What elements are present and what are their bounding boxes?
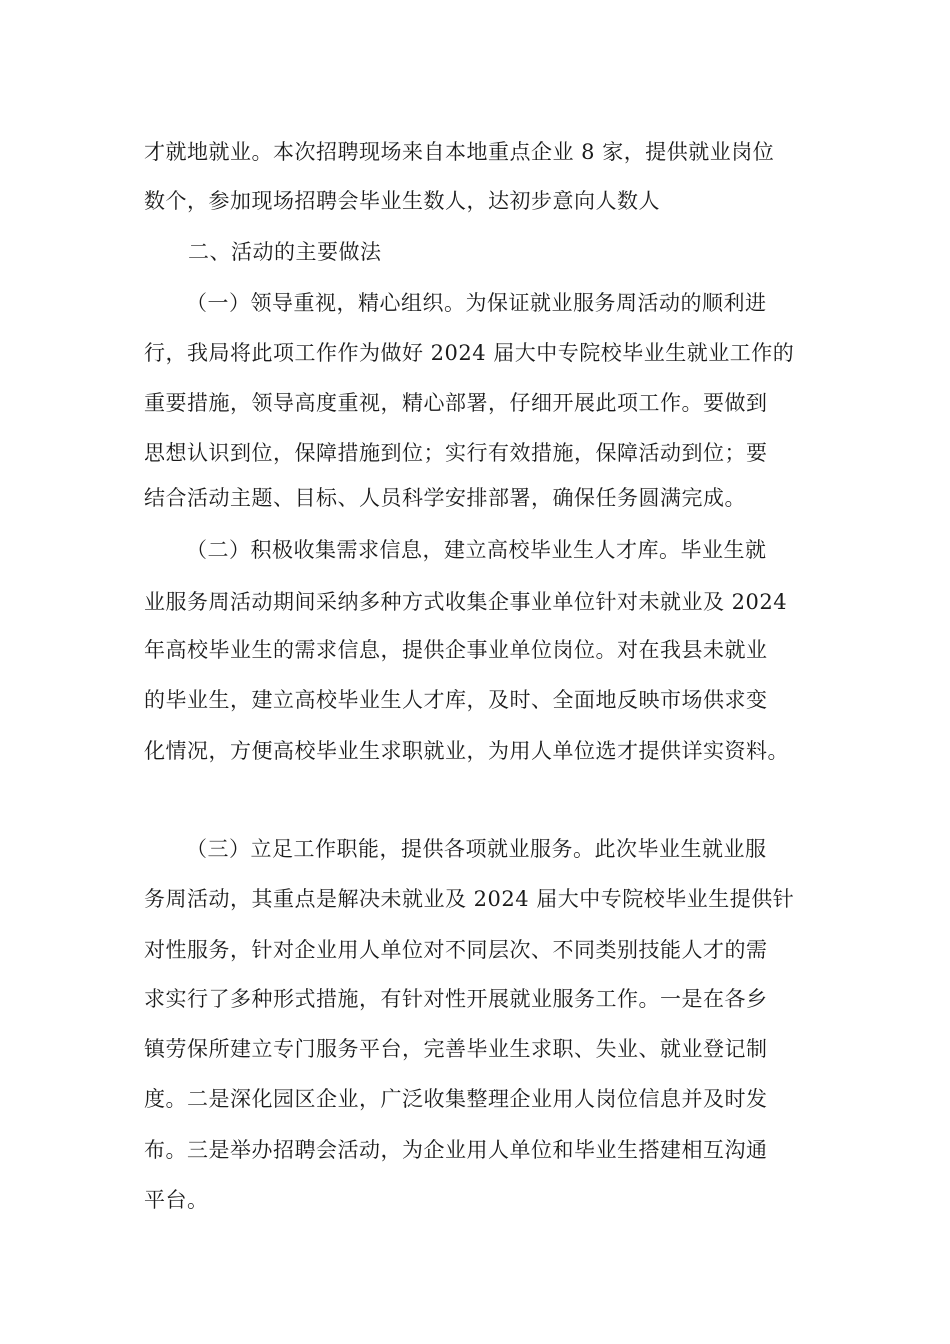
text-line: 务周活动，其重点是解决未就业及 2024 届大中专院校毕业生提供针 [144, 887, 795, 911]
text-line: 平台。 [144, 1188, 209, 1212]
text-line: （一）领导重视，精心组织。为保证就业服务周活动的顺利进 [186, 291, 767, 315]
text-line: 化情况，方便高校毕业生求职就业，为用人单位选才提供详实资料。 [144, 739, 789, 763]
text-line: 重要措施，领导高度重视，精心部署，仔细开展此项工作。要做到 [144, 391, 768, 415]
text-line: 结合活动主题、目标、人员科学安排部署，确保任务圆满完成。 [144, 486, 746, 510]
text-line: 求实行了多种形式措施，有针对性开展就业服务工作。一是在各乡 [144, 987, 768, 1011]
text-line: （三）立足工作职能，提供各项就业服务。此次毕业生就业服 [186, 837, 767, 861]
section-heading: 二、活动的主要做法 [188, 240, 382, 264]
text-line: 对性服务，针对企业用人单位对不同层次、不同类别技能人才的需 [144, 938, 768, 962]
text-line: 行，我局将此项工作作为做好 2024 届大中专院校毕业生就业工作的 [144, 341, 795, 365]
text-line: （二）积极收集需求信息，建立高校毕业生人才库。毕业生就 [186, 538, 767, 562]
text-line: 才就地就业。本次招聘现场来自本地重点企业 8 家，提供就业岗位 [144, 140, 775, 164]
text-line: 年高校毕业生的需求信息，提供企事业单位岗位。对在我县未就业 [144, 638, 768, 662]
text-line: 思想认识到位，保障措施到位；实行有效措施，保障活动到位；要 [144, 441, 768, 465]
text-line: 数个，参加现场招聘会毕业生数人，达初步意向人数人 [144, 189, 660, 213]
text-line: 布。三是举办招聘会活动，为企业用人单位和毕业生搭建相互沟通 [144, 1138, 768, 1162]
text-line: 业服务周活动期间采纳多种方式收集企事业单位针对未就业及 2024 [144, 590, 788, 614]
text-line: 的毕业生，建立高校毕业生人才库，及时、全面地反映市场供求变 [144, 688, 768, 712]
text-line: 镇劳保所建立专门服务平台，完善毕业生求职、失业、就业登记制 [144, 1037, 768, 1061]
text-line: 度。二是深化园区企业，广泛收集整理企业用人岗位信息并及时发 [144, 1087, 768, 1111]
